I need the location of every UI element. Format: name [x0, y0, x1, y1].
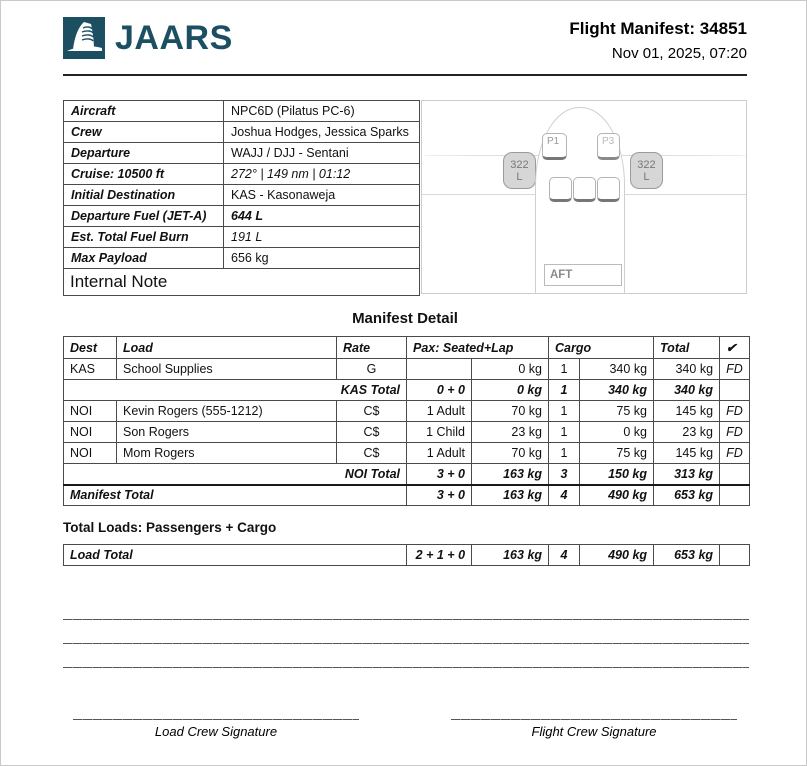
table-row: [64, 422, 750, 443]
cell-check: FD: [720, 401, 750, 422]
cell-check: FD: [720, 443, 750, 464]
table-row: [64, 101, 420, 122]
info-value: Joshua Hodges, Jessica Sparks: [224, 122, 420, 143]
cell-pax-kg: 0 kg: [472, 359, 549, 380]
flight-crew-signature-block: [451, 719, 737, 739]
info-label: Crew: [64, 122, 224, 143]
cell-cargo-kg: 150 kg: [580, 464, 654, 485]
flight-crew-signature-line: [451, 719, 737, 720]
info-section: [63, 100, 747, 296]
signature-section: [63, 719, 747, 739]
jaars-logo-icon: [63, 17, 105, 59]
cell-rate: G: [337, 359, 407, 380]
info-value: 272° | 149 nm | 01:12: [224, 164, 420, 185]
cell-pax-kg: 0 kg: [472, 380, 549, 401]
table-row: [64, 206, 420, 227]
col-load: Load: [117, 337, 337, 359]
flight-info-table: [63, 100, 420, 296]
load-total-table: [63, 544, 750, 566]
info-label: Aircraft: [64, 101, 224, 122]
cell-total: 145 kg: [654, 443, 720, 464]
cell-check: [720, 380, 750, 401]
subtotal-label: KAS Total: [64, 380, 407, 401]
seat-p1[interactable]: [542, 133, 567, 160]
cell-cargo-count: 1: [549, 443, 580, 464]
table-row: [64, 359, 750, 380]
note-line: [63, 619, 749, 620]
col-check-icon: ✔: [720, 337, 750, 359]
cell-total: 653 kg: [654, 485, 720, 506]
subtotal-label: NOI Total: [64, 464, 407, 485]
cell-pax-kg: 23 kg: [472, 422, 549, 443]
cell-cargo-kg: 340 kg: [580, 380, 654, 401]
header-right: [569, 17, 747, 62]
cell-pax-type: 2 + 1 + 0: [407, 545, 472, 566]
cell-rate: C$: [337, 401, 407, 422]
cell-cargo-count: 4: [549, 545, 580, 566]
seat-p3[interactable]: [597, 133, 620, 160]
page-datetime: Nov 01, 2025, 07:20: [611, 45, 747, 62]
cell-pax-kg: 163 kg: [472, 464, 549, 485]
cell-cargo-count: 3: [549, 464, 580, 485]
cell-pax-type: 3 + 0: [407, 464, 472, 485]
cell-pax-type: [407, 359, 472, 380]
load-crew-signature-line: [73, 719, 359, 720]
cell-cargo-count: 1: [549, 422, 580, 443]
col-pax: Pax: Seated+Lap: [407, 337, 549, 359]
cell-rate: C$: [337, 422, 407, 443]
info-label: Departure: [64, 143, 224, 164]
cell-cargo-kg: 490 kg: [580, 545, 654, 566]
seat-row2-right[interactable]: [597, 177, 620, 202]
col-cargo: Cargo: [549, 337, 654, 359]
left-tank-capacity: 322: [510, 159, 529, 171]
info-label: Est. Total Fuel Burn: [64, 227, 224, 248]
cell-load: Son Rogers: [117, 422, 337, 443]
cell-pax-type: 3 + 0: [407, 485, 472, 506]
manifest-table: [63, 336, 750, 506]
manifest-detail-title: Manifest Detail: [352, 310, 458, 327]
cell-dest: NOI: [64, 443, 117, 464]
cell-load: School Supplies: [117, 359, 337, 380]
page-title: Flight Manifest: 34851: [569, 19, 747, 38]
info-value: 644 L: [224, 206, 420, 227]
cell-total: 340 kg: [654, 359, 720, 380]
cell-load: Mom Rogers: [117, 443, 337, 464]
right-fuel-tank: [630, 152, 663, 189]
cell-pax-type: 1 Adult: [407, 401, 472, 422]
note-line: [63, 643, 749, 644]
table-row: [64, 269, 420, 296]
cell-check: FD: [720, 359, 750, 380]
cell-pax-type: 1 Child: [407, 422, 472, 443]
cell-cargo-count: 1: [549, 401, 580, 422]
grand-total-row: [64, 485, 750, 506]
header-rule: [63, 74, 747, 76]
page-header: [63, 1, 747, 62]
cell-total: 340 kg: [654, 380, 720, 401]
info-value: 656 kg: [224, 248, 420, 269]
info-value: WAJJ / DJJ - Sentani: [224, 143, 420, 164]
table-header-row: [64, 337, 750, 359]
table-row: [64, 248, 420, 269]
internal-note-label: Internal Note: [64, 269, 420, 296]
info-label: Cruise: 10500 ft: [64, 164, 224, 185]
cell-pax-kg: 70 kg: [472, 443, 549, 464]
cell-cargo-kg: 340 kg: [580, 359, 654, 380]
table-row: [64, 143, 420, 164]
aircraft-seatmap-diagram: [421, 100, 747, 294]
cell-total: 23 kg: [654, 422, 720, 443]
subtotal-row: [64, 380, 750, 401]
load-total-label: Load Total: [64, 545, 407, 566]
left-fuel-tank: [503, 152, 536, 189]
table-row: [64, 443, 750, 464]
cell-pax-type: 0 + 0: [407, 380, 472, 401]
subtotal-row: [64, 464, 750, 485]
table-row: [64, 122, 420, 143]
seat-row2-left[interactable]: [549, 177, 572, 202]
seat-row2-center[interactable]: [573, 177, 596, 202]
cell-dest: KAS: [64, 359, 117, 380]
info-value: NPC6D (Pilatus PC-6): [224, 101, 420, 122]
brand: [63, 17, 233, 59]
cell-pax-type: 1 Adult: [407, 443, 472, 464]
col-dest: Dest: [64, 337, 117, 359]
cell-cargo-kg: 75 kg: [580, 443, 654, 464]
info-value: KAS - Kasonaweja: [224, 185, 420, 206]
cell-total: 145 kg: [654, 401, 720, 422]
right-tank-capacity: 322: [637, 159, 656, 171]
cell-pax-kg: 70 kg: [472, 401, 549, 422]
col-rate: Rate: [337, 337, 407, 359]
grand-total-label: Manifest Total: [64, 485, 407, 506]
brand-name: JAARS: [115, 19, 233, 57]
load-total-row: [64, 545, 750, 566]
cell-check: [720, 464, 750, 485]
cell-cargo-count: 4: [549, 485, 580, 506]
aft-cargo-zone[interactable]: AFT: [544, 264, 622, 286]
cell-cargo-count: 1: [549, 380, 580, 401]
seat-p1-label: P1: [546, 136, 560, 147]
cell-total: 313 kg: [654, 464, 720, 485]
table-row: [64, 185, 420, 206]
note-line: [63, 667, 749, 668]
info-label: Max Payload: [64, 248, 224, 269]
load-crew-signature-label: Load Crew Signature: [154, 724, 278, 739]
flight-crew-signature-label: Flight Crew Signature: [531, 724, 657, 739]
load-crew-signature-block: [73, 719, 359, 739]
cell-check: FD: [720, 422, 750, 443]
col-total: Total: [654, 337, 720, 359]
cell-pax-kg: 163 kg: [472, 545, 549, 566]
cell-cargo-count: 1: [549, 359, 580, 380]
cell-cargo-kg: 0 kg: [580, 422, 654, 443]
info-label: Initial Destination: [64, 185, 224, 206]
right-tank-unit: L: [643, 171, 650, 183]
cell-check: [720, 485, 750, 506]
seat-p3-label: P3: [601, 136, 615, 147]
notes-area: [63, 619, 747, 668]
cell-dest: NOI: [64, 401, 117, 422]
left-tank-unit: L: [516, 171, 523, 183]
cell-cargo-kg: 75 kg: [580, 401, 654, 422]
cell-load: Kevin Rogers (555-1212): [117, 401, 337, 422]
info-value: 191 L: [224, 227, 420, 248]
cell-pax-kg: 163 kg: [472, 485, 549, 506]
table-row: [64, 227, 420, 248]
cell-cargo-kg: 490 kg: [580, 485, 654, 506]
info-label: Departure Fuel (JET-A): [64, 206, 224, 227]
table-row: [64, 164, 420, 185]
cell-dest: NOI: [64, 422, 117, 443]
total-loads-heading: Total Loads: Passengers + Cargo: [63, 520, 277, 535]
cell-total: 653 kg: [654, 545, 720, 566]
table-row: [64, 401, 750, 422]
cell-check: [720, 545, 750, 566]
cell-rate: C$: [337, 443, 407, 464]
